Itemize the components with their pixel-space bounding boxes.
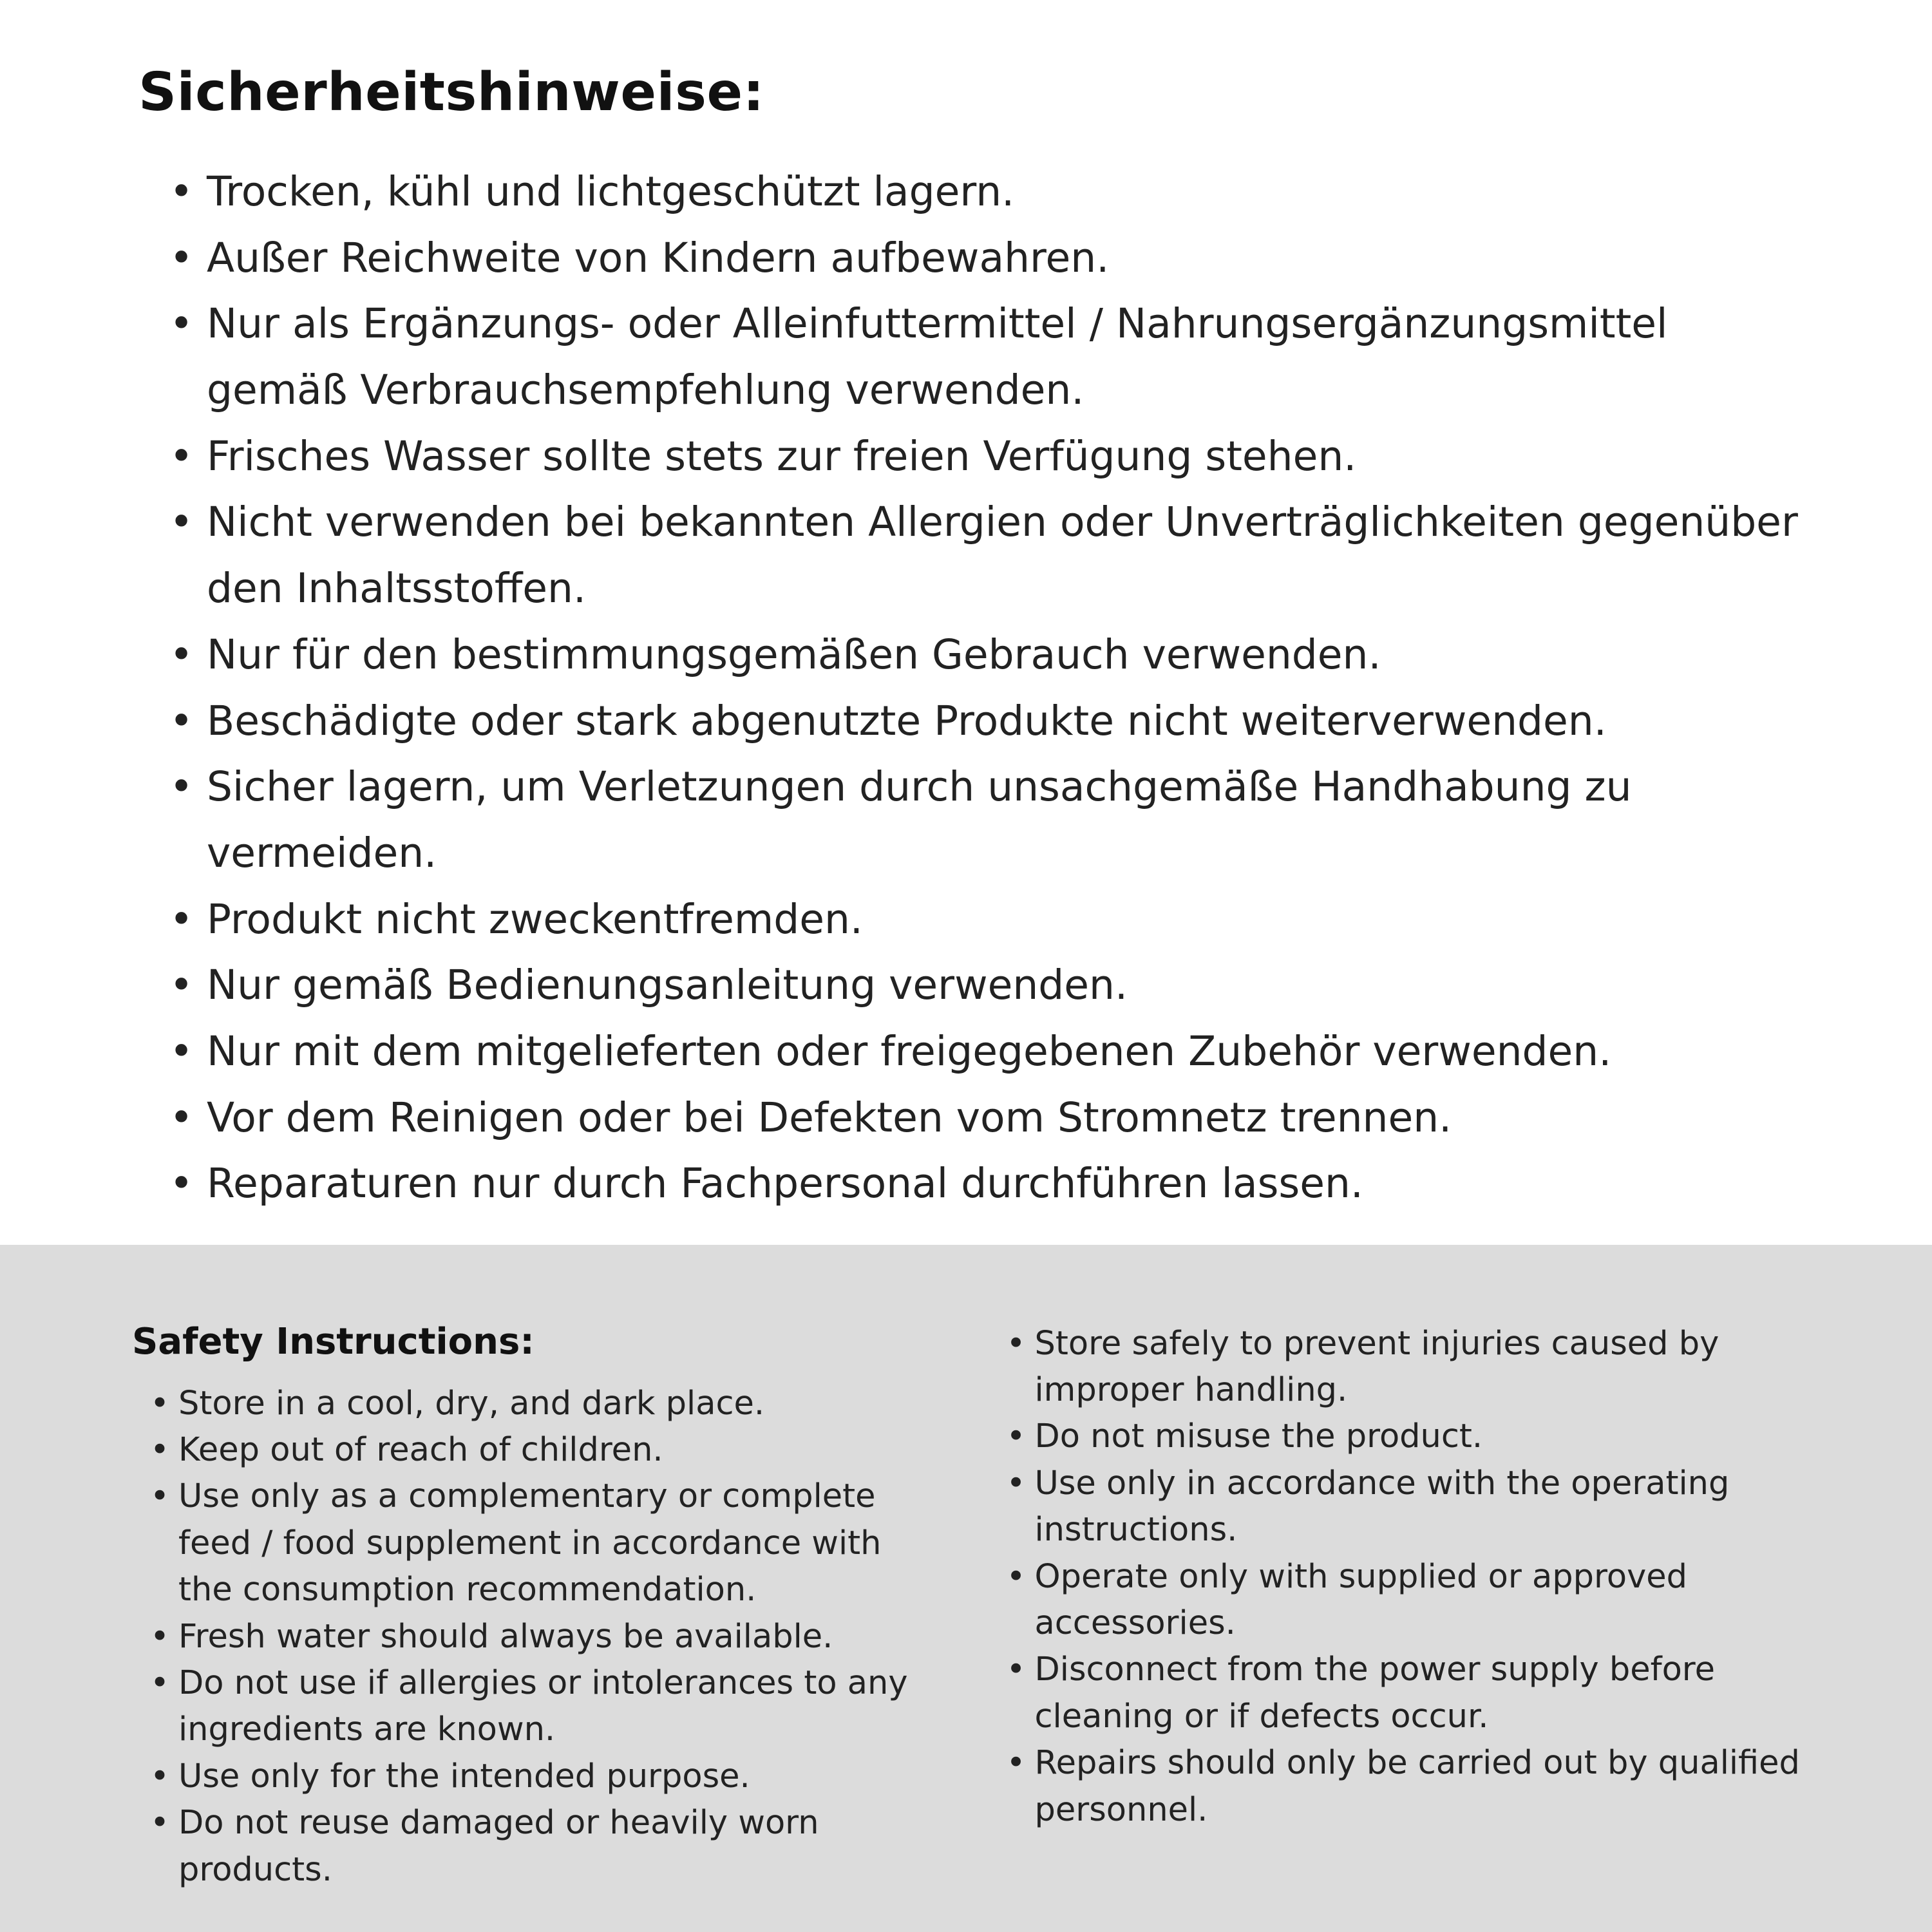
bullet-icon: • xyxy=(150,1617,170,1656)
list-item xyxy=(150,1800,936,1893)
list-item-text: Nur gemäß Bedienungsanleitung verwenden. xyxy=(207,961,1128,1009)
list-item-text: Repairs should only be carried out by qualified personnel. xyxy=(1034,1744,1800,1829)
list-item xyxy=(169,622,1816,688)
list-item xyxy=(1007,1461,1810,1554)
list-item-text: Reparaturen nur durch Fachpersonal durchführen lassen. xyxy=(207,1160,1363,1208)
list-item-text: Use only for the intended purpose. xyxy=(178,1757,750,1795)
german-section-title: Sicherheitshinweise: xyxy=(138,62,764,123)
list-item-text: Use only in accordance with the operating instructions. xyxy=(1034,1464,1730,1549)
list-item xyxy=(169,887,1816,953)
english-right-column xyxy=(1007,1321,1810,1893)
list-item-text: Nur als Ergänzungs- oder Alleinfuttermittel / Nahrungsergänzungsmittel gemäß Verbrauchsempfehlung verwenden. xyxy=(207,300,1668,414)
list-item-text: Produkt nicht zweckentfremden. xyxy=(207,895,863,943)
english-safety-section xyxy=(0,1245,1932,1932)
list-item-text: Nur für den bestimmungsgemäßen Gebrauch verwenden. xyxy=(207,630,1381,678)
list-item xyxy=(169,1019,1816,1085)
bullet-icon: • xyxy=(1006,1744,1026,1783)
bullet-icon: • xyxy=(1006,1417,1026,1456)
list-item-text: Store in a cool, dry, and dark place. xyxy=(178,1384,765,1423)
bullet-icon: • xyxy=(169,168,194,215)
bullet-icon: • xyxy=(169,895,194,943)
list-item xyxy=(150,1660,936,1754)
bullet-icon: • xyxy=(150,1663,170,1702)
list-item xyxy=(169,159,1816,225)
bullet-icon: • xyxy=(1006,1464,1026,1502)
list-item xyxy=(150,1754,936,1800)
list-item xyxy=(169,1151,1816,1217)
list-item-text: Keep out of reach of children. xyxy=(178,1430,663,1469)
bullet-icon: • xyxy=(169,961,194,1009)
list-item xyxy=(169,489,1816,621)
bullet-icon: • xyxy=(169,1094,194,1141)
english-safety-list-right xyxy=(1007,1321,1810,1833)
list-item-text: Disconnect from the power supply before cleaning or if defects occur. xyxy=(1034,1651,1716,1736)
german-safety-list xyxy=(138,159,1816,1217)
bullet-icon: • xyxy=(150,1430,170,1469)
list-item xyxy=(1007,1414,1810,1460)
english-left-column xyxy=(132,1321,936,1893)
list-item xyxy=(1007,1554,1810,1647)
list-item xyxy=(150,1427,936,1473)
list-item-text: Do not misuse the product. xyxy=(1034,1417,1483,1456)
list-item xyxy=(169,1085,1816,1151)
bullet-icon: • xyxy=(1006,1324,1026,1363)
list-item xyxy=(150,1381,936,1427)
list-item-text: Nicht verwenden bei bekannten Allergien oder Unverträglichkeiten gegenüber den Inhaltsstoffen. xyxy=(207,498,1798,612)
bullet-icon: • xyxy=(169,498,194,546)
list-item xyxy=(1007,1647,1810,1740)
bullet-icon: • xyxy=(150,1384,170,1423)
list-item-text: Beschädigte oder stark abgenutzte Produkte nicht weiterverwenden. xyxy=(207,697,1607,744)
bullet-icon: • xyxy=(169,763,194,811)
bullet-icon: • xyxy=(150,1757,170,1795)
bullet-icon: • xyxy=(169,1027,194,1075)
bullet-icon: • xyxy=(169,432,194,480)
list-item-text: Nur mit dem mitgelieferten oder freigegebenen Zubehör verwenden. xyxy=(207,1027,1612,1075)
list-item xyxy=(1007,1321,1810,1414)
list-item xyxy=(169,424,1816,490)
list-item-text: Operate only with supplied or approved accessories. xyxy=(1034,1557,1688,1642)
list-item xyxy=(169,688,1816,755)
bullet-icon: • xyxy=(150,1804,170,1842)
bullet-icon: • xyxy=(169,234,194,281)
list-item-text: Außer Reichweite von Kindern aufbewahren. xyxy=(207,234,1110,281)
list-item-text: Do not reuse damaged or heavily worn products. xyxy=(178,1804,819,1889)
list-item xyxy=(169,952,1816,1019)
bullet-icon: • xyxy=(169,630,194,678)
bullet-icon: • xyxy=(169,697,194,744)
list-item xyxy=(169,754,1816,886)
bullet-icon: • xyxy=(169,300,194,348)
list-item-text: Store safely to prevent injuries caused by improper handling. xyxy=(1034,1324,1719,1409)
list-item xyxy=(150,1614,936,1660)
bullet-icon: • xyxy=(1006,1651,1026,1689)
list-item xyxy=(169,291,1816,423)
list-item-text: Sicher lagern, um Verletzungen durch unsachgemäße Handhabung zu vermeiden. xyxy=(207,763,1632,876)
bullet-icon: • xyxy=(169,1160,194,1208)
list-item xyxy=(150,1473,936,1613)
bullet-icon: • xyxy=(1006,1557,1026,1596)
list-item-text: Do not use if allergies or intolerances to any ingredients are known. xyxy=(178,1663,908,1749)
list-item-text: Fresh water should always be available. xyxy=(178,1617,833,1656)
list-item xyxy=(1007,1740,1810,1833)
list-item-text: Trocken, kühl und lichtgeschützt lagern. xyxy=(207,168,1015,215)
english-safety-list-left xyxy=(132,1381,936,1893)
list-item-text: Frisches Wasser sollte stets zur freien Verfügung stehen. xyxy=(207,432,1357,480)
list-item xyxy=(169,225,1816,292)
english-section-title: Safety Instructions: xyxy=(132,1320,535,1363)
bullet-icon: • xyxy=(150,1477,170,1516)
list-item-text: Use only as a complementary or complete feed / food supplement in accordance with the consumption recommendation. xyxy=(178,1477,882,1609)
list-item-text: Vor dem Reinigen oder bei Defekten vom Stromnetz trennen. xyxy=(207,1094,1452,1141)
